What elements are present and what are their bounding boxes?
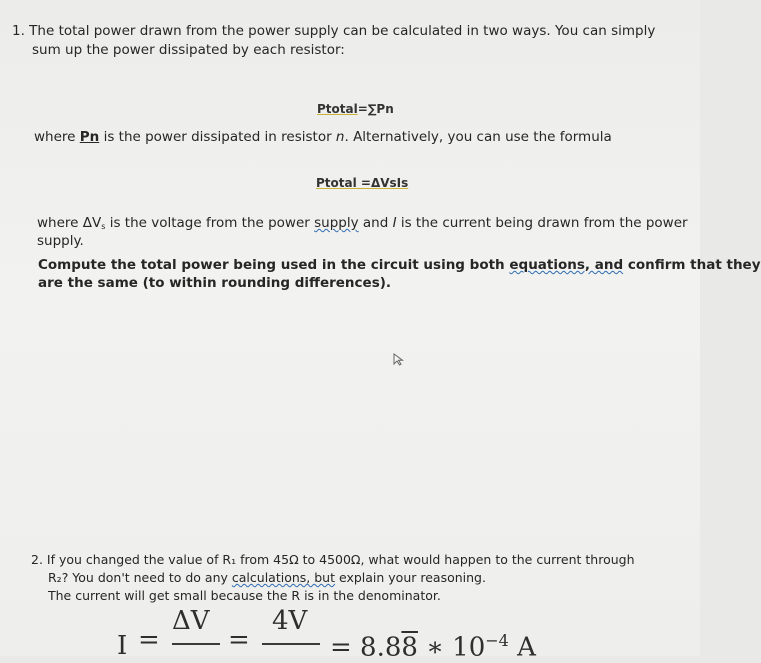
compute1-b: equations, and [509, 257, 624, 273]
compute1-c: confirm that they [623, 257, 761, 273]
formula-exponent: −4 [485, 631, 509, 650]
fraction-bar-1 [172, 643, 220, 645]
formula-equals-2: = [228, 625, 250, 655]
formula-result [330, 631, 536, 663]
mouse-pointer-icon [392, 352, 406, 366]
eq2-text: Ptotal =ΔVsIs [316, 176, 409, 190]
compute-line-1 [38, 256, 761, 274]
formula-equals-1: = [138, 625, 160, 655]
formula-unit: A [508, 632, 536, 663]
where-vs-line-2 [37, 232, 84, 250]
equation-voltage-times-current [316, 176, 408, 190]
where2-c: and [358, 215, 393, 231]
q2-line2-c: explain your reasoning. [335, 570, 486, 585]
fraction-bar-2 [262, 643, 320, 645]
q1-line-2-text: sum up the power dissipated by each resistor: [32, 42, 345, 58]
where1-symbol: Pn [79, 129, 100, 145]
where-vs-line [37, 214, 688, 236]
q2-answer: The current will get small because the R is in the denominator. [48, 588, 441, 603]
where2-a: where ΔV [37, 215, 102, 231]
formula-numerator-delta-v: ΔV [172, 606, 210, 636]
where-pn-line [34, 128, 612, 146]
where1-b: is the power dissipated in resistor [99, 129, 336, 145]
q2-line-2 [48, 569, 486, 587]
where2-b: is the voltage from the power [105, 215, 315, 231]
where2-supply: supply [314, 215, 359, 231]
where2-sub-s: s [101, 222, 106, 231]
where2-line2: supply. [37, 233, 84, 249]
eq1-rhs: =∑Pn [357, 102, 394, 116]
q2-answer-line [48, 587, 441, 605]
q2-line2-a: R₂? You don't need to do any [48, 570, 232, 585]
q1-line-1 [12, 22, 655, 40]
q2-line2-b: calculations, but [231, 570, 335, 585]
formula-numerator-4v: 4V [272, 606, 308, 636]
formula-I: I [117, 631, 128, 661]
compute-line-2 [38, 274, 391, 292]
eq1-lhs: Ptotal [317, 102, 358, 116]
q1-line-2 [32, 41, 345, 59]
where1-c: . Alternatively, you can use the formula [344, 129, 612, 145]
q1-line-1-text: 1. The total power drawn from the power supply can be calculated in two ways. You can simply [12, 23, 656, 39]
formula-repeating-digit: 8 [401, 632, 418, 663]
q2-line-1 [31, 551, 635, 569]
where1-a: where [34, 129, 80, 145]
compute1-a: Compute the total power being used in the circuit using both [38, 257, 510, 273]
where2-I: I [392, 215, 397, 231]
compute2: are the same (to within rounding differences). [38, 275, 392, 291]
q2-line-1-text: 2. If you changed the value of R₁ from 45Ω to 4500Ω, what would happen to the current through [31, 552, 635, 567]
where2-d: is the current being drawn from the power [396, 215, 688, 231]
formula-result-value: = 8.8 [330, 632, 402, 663]
formula-times-ten: ∗ 10 [417, 632, 486, 663]
where1-n: n [335, 129, 345, 145]
equation-sum-of-powers [317, 102, 394, 116]
